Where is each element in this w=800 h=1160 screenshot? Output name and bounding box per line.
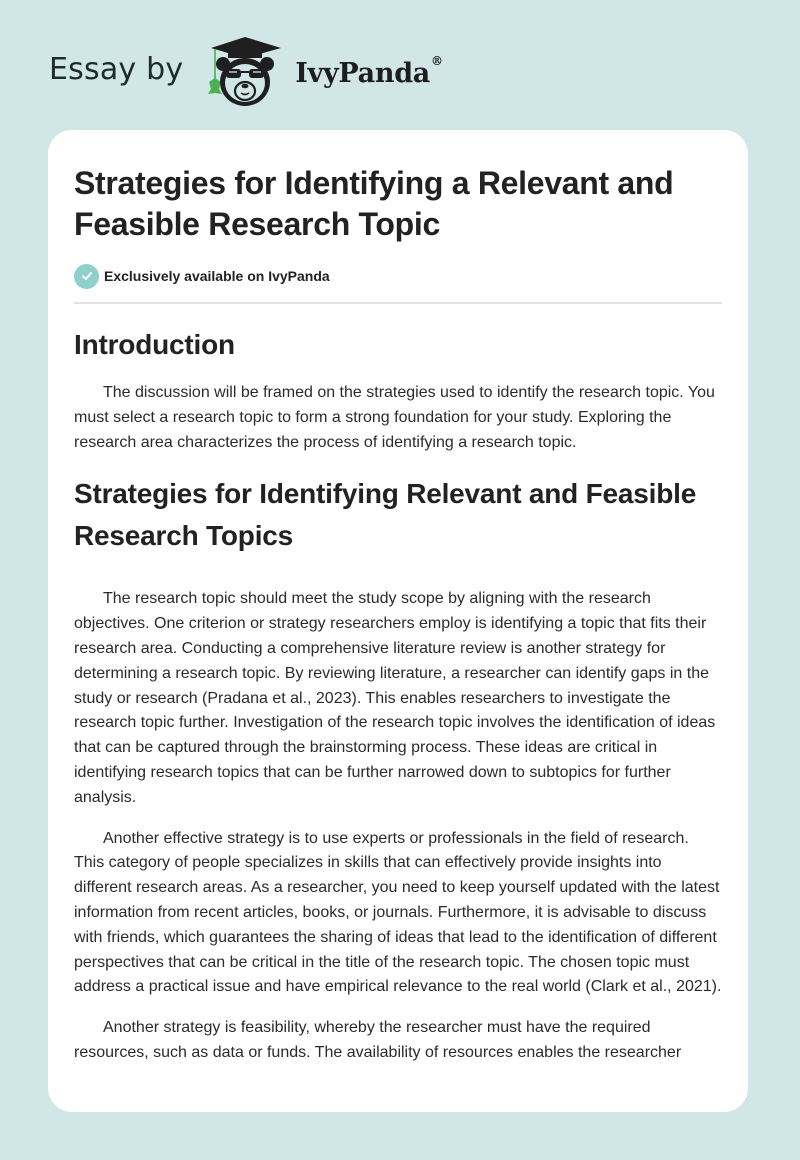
page-title: Strategies for Identifying a Relevant and Feasible Research Topic (74, 165, 674, 242)
paragraph: Another strategy is feasibility, whereby the researcher must have the required resources, such as data or funds. The availability of resources enables the researcher (74, 1019, 682, 1061)
check-circle-icon (74, 264, 99, 289)
paragraph: The research topic should meet the study scope by aligning with the research objectives. One criterion or strategy researchers employ is identifying a topic that fits their research area. Conducting a comprehensive literature review is another strategy for determining a research topic. By reviewing literature, a researcher can identify gaps in the study or research (Pradana et al., 2023). This enables researchers to investigate the research topic further. Investigation of the research topic involves the identification of ideas that can be captured through the brainstorming process. These ideas are critical in identifying research topics that can be further narrowed down to subtopics for further analysis. (74, 590, 716, 806)
brand-name-text: IvyPanda (295, 57, 430, 89)
essay-card (48, 130, 748, 1112)
panda-graduate-logo-icon[interactable] (201, 34, 289, 110)
brand-prefix: Essay by (49, 51, 184, 87)
section-heading-introduction: Introduction (74, 329, 235, 360)
registered-mark: ® (430, 53, 443, 68)
section-heading-strategies: Strategies for Identifying Relevant and Feasible Research Topics (74, 478, 697, 552)
divider (74, 302, 722, 304)
exclusive-badge (74, 263, 722, 289)
paragraph: Another effective strategy is to use experts or professionals in the field of research. This category of people specializes in skills that can effectively provide insights into different research areas. As a researcher, you need to keep yourself updated with the latest information from recent articles, books, or journals. Furthermore, it is advisable to discuss with friends, which guarantees the sharing of ideas that lead to the identification of different perspectives that can be critical in the title of the research topic. The chosen topic must address a practical issue and have empirical relevance to the real world (Clark et al., 2021). (74, 829, 722, 996)
brand-name[interactable] (295, 53, 443, 89)
brand-header (49, 34, 443, 110)
exclusive-label: Exclusively available on IvyPanda (104, 268, 330, 284)
paragraph: The discussion will be framed on the strategies used to identify the research topic. You must select a research topic to form a strong foundation for your study. Exploring the research area characterizes the process of identifying a research topic. (74, 384, 715, 451)
